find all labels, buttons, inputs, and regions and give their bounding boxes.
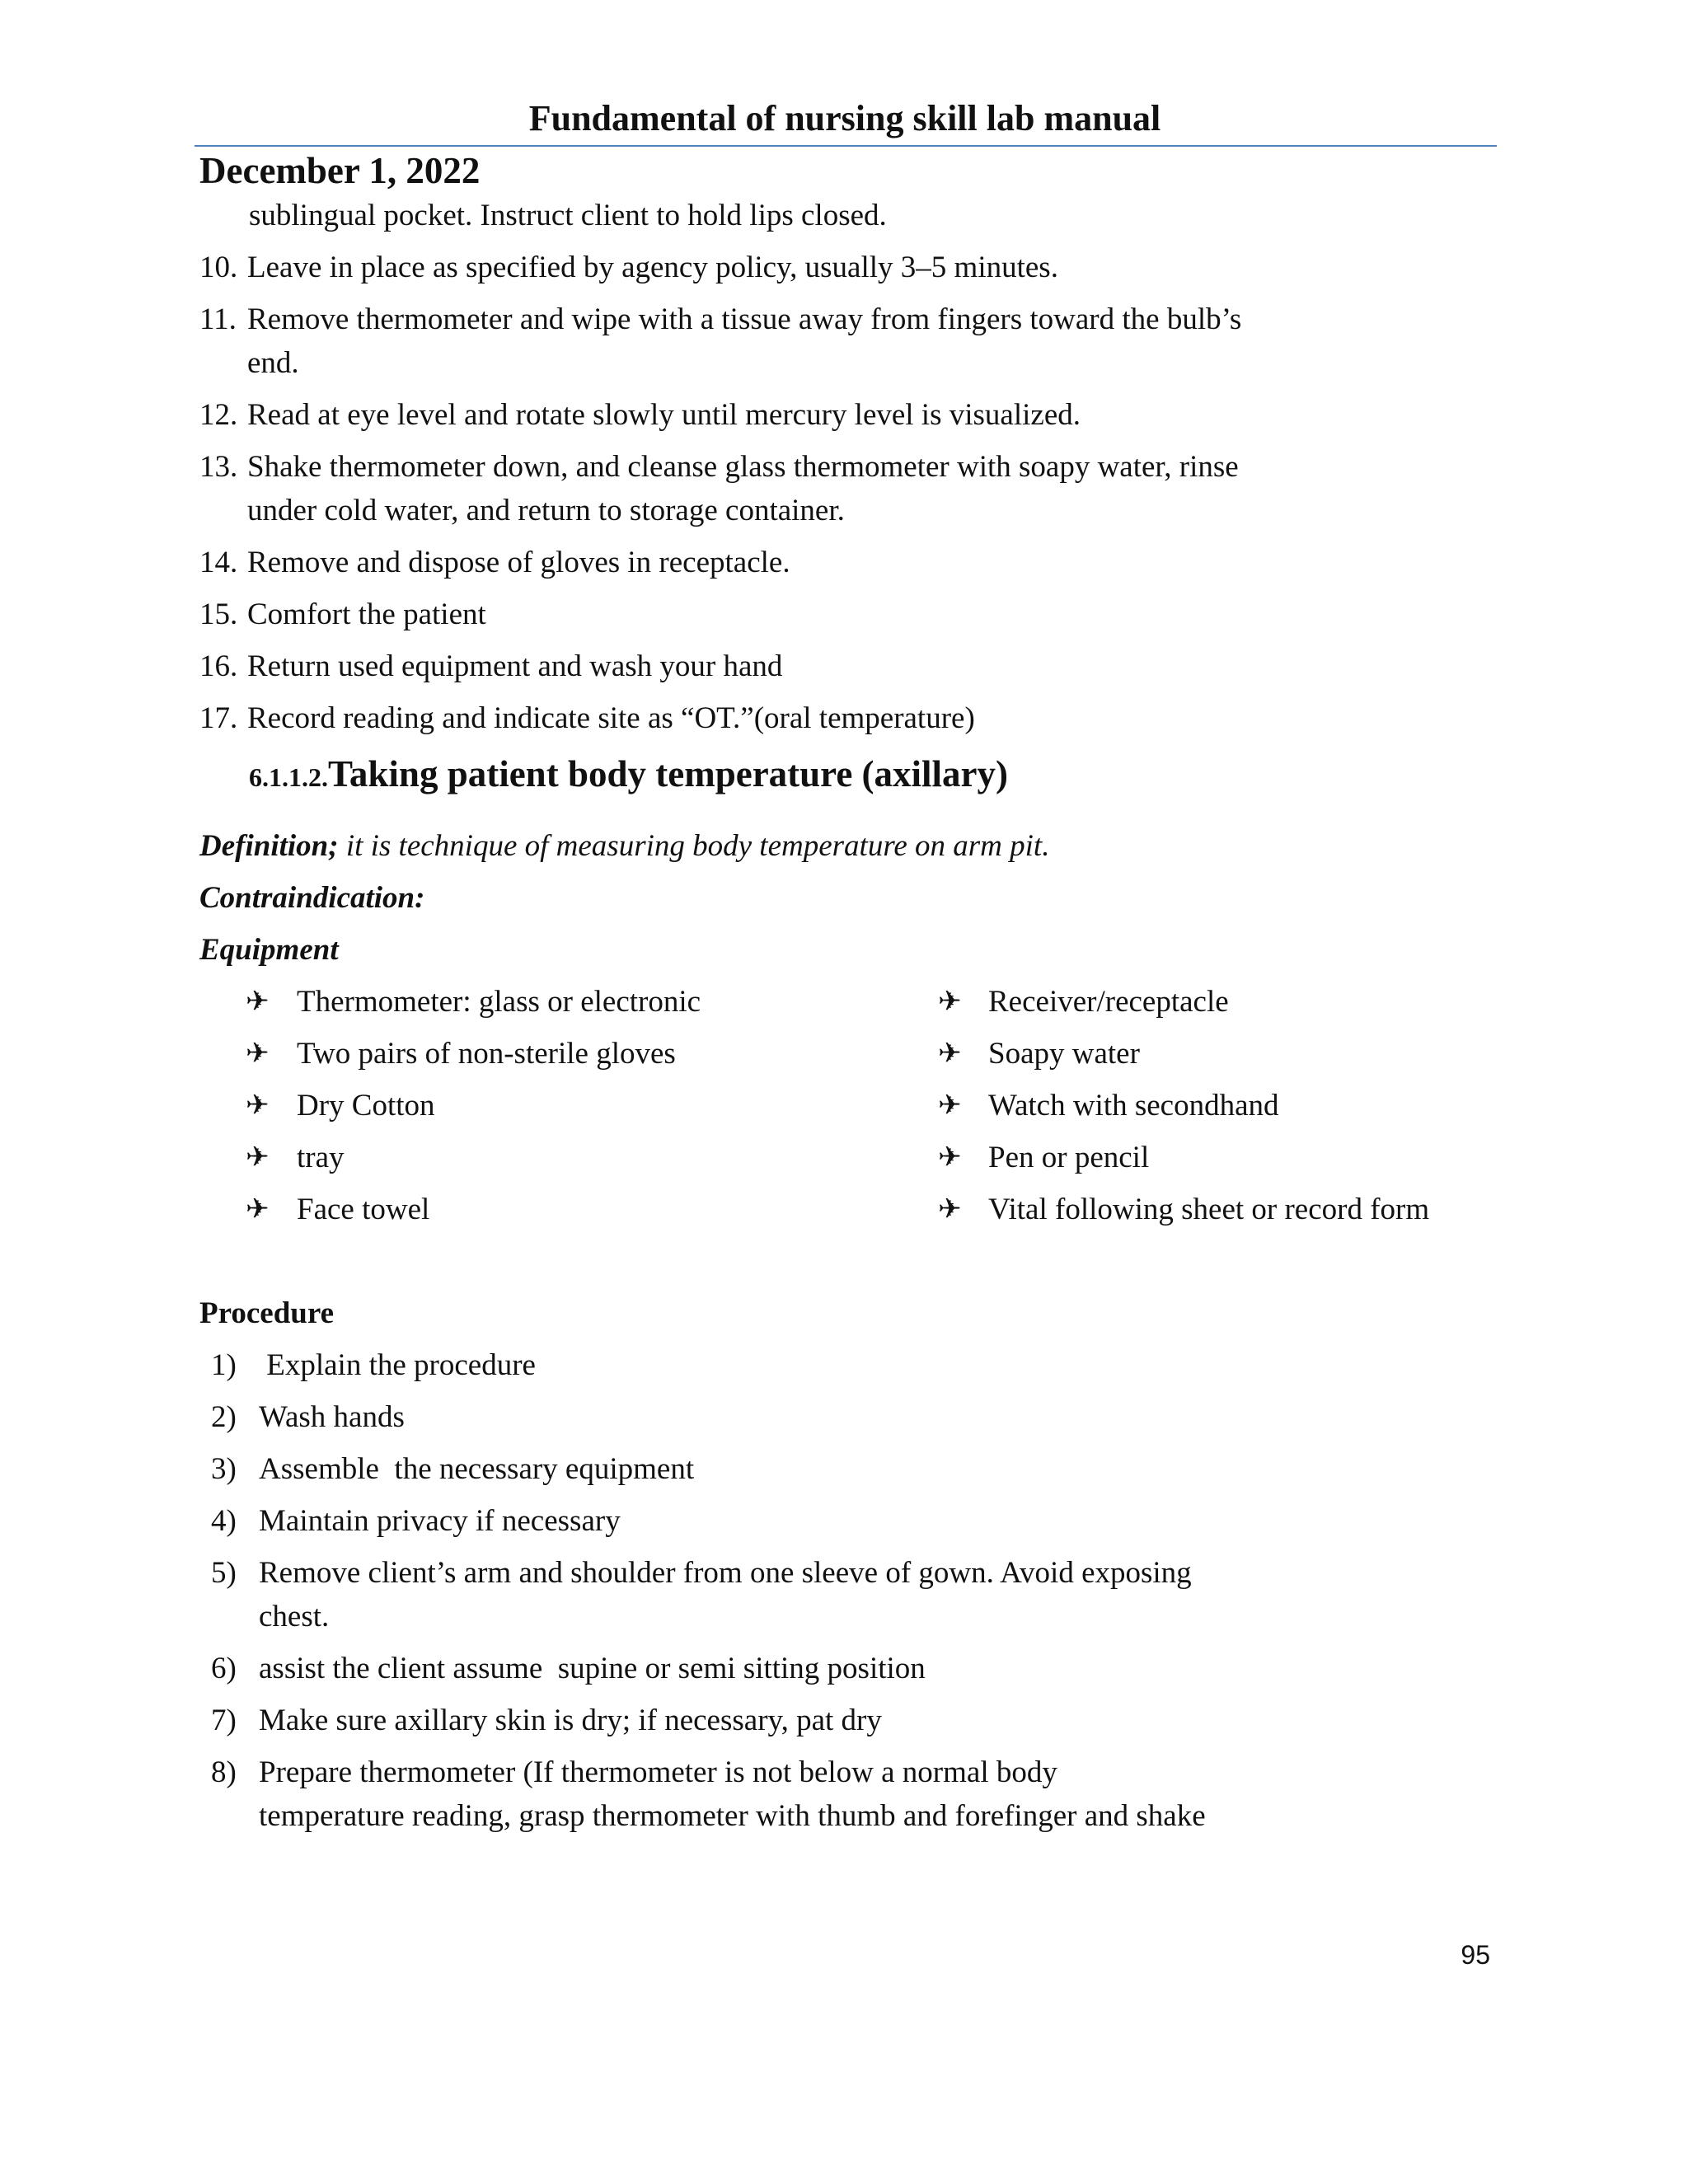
equipment-item: Vital following sheet or record form [988,1193,1430,1226]
equipment-item: Pen or pencil [988,1141,1150,1174]
procedure-step-text: assist the client assume supine or semi sitting position [259,1652,926,1685]
definition [199,828,1049,865]
step-text: Shake thermometer down, and cleanse glass thermometer with soapy water, rinse [247,450,1239,484]
procedure-step-number: 1) [211,1348,237,1382]
step-number: 12. [199,398,238,432]
page-number: 95 [1461,1940,1490,1970]
step-number: 16. [199,649,238,683]
procedure-step-text: Make sure axillary skin is dry; if necessary, pat dry [259,1704,882,1737]
procedure-step-text: Prepare thermometer (If thermometer is not below a normal body [259,1755,1057,1789]
procedure-step-number: 5) [211,1556,237,1590]
definition-text: it is technique of measuring body temperature on arm pit. [338,829,1050,863]
procedure-step-text-continued: temperature reading, grasp thermometer with thumb and forefinger and shake [259,1799,1206,1833]
equipment-item: Soapy water [988,1037,1140,1071]
step-text: Comfort the patient [247,598,486,631]
procedure-step-number: 8) [211,1755,237,1789]
airplane-icon: ✈ [938,1037,962,1070]
equipment-item: Dry Cotton [297,1089,435,1122]
step-text: Leave in place as specified by agency policy, usually 3–5 minutes. [247,251,1058,284]
section-title: Taking patient body temperature (axillary) [328,753,1009,794]
equipment-item: Watch with secondhand [988,1089,1279,1122]
procedure-step-text: Assemble the necessary equipment [259,1452,695,1486]
procedure-label: Procedure [199,1296,335,1330]
airplane-icon: ✈ [246,1037,270,1070]
step-text: Remove and dispose of gloves in receptacle. [247,546,790,579]
airplane-icon: ✈ [246,985,270,1018]
equipment-item: Two pairs of non-sterile gloves [297,1037,676,1071]
procedure-step-text-continued: chest. [259,1600,330,1633]
procedure-step-text: Explain the procedure [259,1348,536,1382]
step-text: Return used equipment and wash your hand [247,649,783,683]
section-heading [249,752,1008,796]
step-number: 17. [199,701,238,735]
airplane-icon: ✈ [938,1193,962,1226]
procedure-step-number: 2) [211,1400,237,1434]
procedure-step-number: 4) [211,1504,237,1538]
step-text-continued: under cold water, and return to storage container. [247,494,845,527]
page-header-title: Fundamental of nursing skill lab manual [528,98,1161,138]
airplane-icon: ✈ [246,1141,270,1174]
airplane-icon: ✈ [246,1089,270,1122]
step-number: 14. [199,546,238,579]
definition-label: Definition; [199,829,339,863]
equipment-label: Equipment [199,933,339,967]
procedure-step-text: Maintain privacy if necessary [259,1504,621,1538]
step-text: Record reading and indicate site as “OT.”(oral temperature) [247,701,975,735]
step-number: 11. [199,302,237,336]
airplane-icon: ✈ [246,1193,270,1226]
procedure-step-text: Wash hands [259,1400,405,1434]
step-number: 15. [199,598,238,631]
step-text: Read at eye level and rotate slowly until mercury level is visualized. [247,398,1081,432]
airplane-icon: ✈ [938,1089,962,1122]
step-text: Remove thermometer and wipe with a tissue away from fingers toward the bulb’s [247,302,1242,336]
step-text-continued: end. [247,346,299,380]
header-divider [195,145,1497,147]
step-number: 10. [199,251,238,284]
equipment-item: Receiver/receptacle [988,985,1229,1019]
equipment-item: Thermometer: glass or electronic [297,985,701,1019]
airplane-icon: ✈ [938,1141,962,1174]
page-date: December 1, 2022 [199,150,481,191]
equipment-item: tray [297,1141,345,1174]
procedure-step-number: 6) [211,1652,237,1685]
step-number: 13. [199,450,238,484]
section-number: 6.1.1.2. [249,762,328,792]
procedure-step-text: Remove client’s arm and shoulder from one sleeve of gown. Avoid exposing [259,1556,1192,1590]
continued-text: sublingual pocket. Instruct client to hold lips closed. [249,199,887,232]
airplane-icon: ✈ [938,985,962,1018]
contraindication-label: Contraindication: [199,881,425,915]
equipment-item: Face towel [297,1193,430,1226]
procedure-step-number: 7) [211,1704,237,1737]
procedure-step-number: 3) [211,1452,237,1486]
